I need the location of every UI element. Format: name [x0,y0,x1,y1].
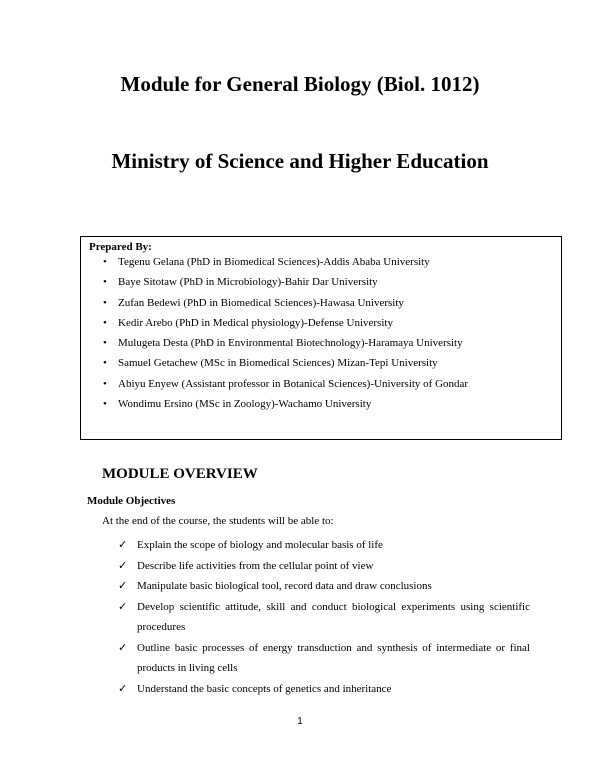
objective-text: Explain the scope of biology and molecular basis of life [137,539,383,551]
author-item [89,255,553,275]
bullet-icon: • [103,377,107,390]
module-objectives-heading: Module Objectives [87,495,176,507]
bullet-icon: • [103,276,107,289]
objective-text: Outline basic processes of energy transduction and synthesis of intermediate or final products in living cells [137,641,530,674]
author-item [89,397,553,417]
author-text: Wondimu Ersino (MSc in Zoology)-Wachamo University [118,398,372,411]
prepared-by-box [80,236,562,440]
document-title: Module for General Biology (Biol. 1012) [120,72,480,96]
document-subtitle: Ministry of Science and Higher Education [111,149,489,173]
checkmark-icon: ✓ [118,579,128,592]
author-item [89,316,553,336]
author-item [89,296,553,316]
author-item [89,377,553,397]
author-text: Kedir Arebo (PhD in Medical physiology)-Defense University [118,316,393,329]
bullet-icon: • [103,256,107,268]
author-text: Samuel Getachew (MSc in Biomedical Sciences) Mizan-Tepi University [118,357,438,370]
objective-item [118,597,530,638]
checkmark-icon: ✓ [118,558,128,572]
objective-item [118,679,530,700]
objectives-intro: At the end of the course, the students will be able to: [102,515,334,527]
objective-text: Describe life activities from the cellular point of view [137,559,374,572]
module-overview-heading: MODULE OVERVIEW [102,466,258,482]
bullet-icon: • [103,357,107,370]
author-text: Mulugeta Desta (PhD in Environmental Biotechnology)-Haramaya University [118,337,463,350]
author-text: Abiyu Enyew (Assistant professor in Botanical Sciences)-University of Gondar [118,377,469,390]
author-text: Baye Sitotaw (PhD in Microbiology)-Bahir Dar University [118,276,378,289]
checkmark-icon: ✓ [118,640,128,654]
author-text: Zufan Bedewi (PhD in Biomedical Sciences)-Hawasa University [118,296,404,309]
bullet-icon: • [103,316,107,329]
bullet-icon: • [103,398,107,411]
objectives-list [118,535,530,699]
bullet-icon: • [103,296,107,309]
objective-item [118,556,530,577]
author-item [89,275,553,295]
objective-item [118,576,530,597]
prepared-by-label: Prepared By: [89,241,152,253]
objective-text: Manipulate basic biological tool, record data and draw conclusions [137,580,432,592]
checkmark-icon: ✓ [118,599,128,613]
checkmark-icon: ✓ [118,538,128,551]
author-list [89,255,553,417]
author-item [89,336,553,356]
objective-item [118,535,530,556]
objective-text: Understand the basic concepts of genetics and inheritance [137,682,392,695]
objective-item [118,638,530,679]
author-item [89,356,553,376]
bullet-icon: • [103,337,107,350]
author-text: Tegenu Gelana (PhD in Biomedical Sciences)-Addis Ababa University [118,256,430,268]
page-number: 1 [297,716,303,727]
objective-text: Develop scientific attitude, skill and conduct biological experiments using scientific procedures [137,600,530,633]
checkmark-icon: ✓ [118,681,128,695]
